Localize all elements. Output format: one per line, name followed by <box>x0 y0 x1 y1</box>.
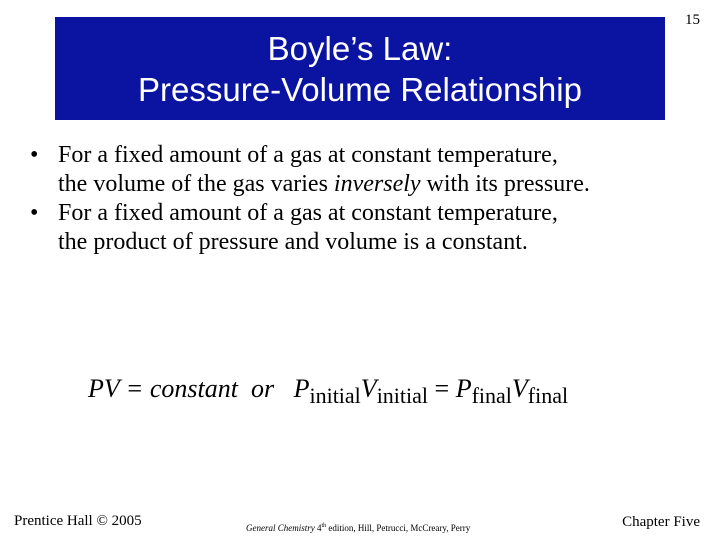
footer-book-title: General Chemistry <box>246 523 315 533</box>
footer-publisher: Prentice Hall © 2005 <box>14 513 142 529</box>
bullet-text-line <box>58 170 700 199</box>
equation-p-initial: P <box>293 374 310 403</box>
equation-p-final: P <box>455 374 472 403</box>
equation-subscript-final: final <box>527 383 569 408</box>
equation-subscript-initial: initial <box>376 383 429 408</box>
bullet-text-segment: the volume of the gas varies <box>58 171 334 197</box>
emphasis-inversely: inversely <box>333 171 421 197</box>
slide-title-line-2: Pressure-Volume Relationship <box>138 70 582 108</box>
equation-subscript-final: final <box>471 383 512 408</box>
equation-left-side: PV = constant <box>88 374 238 403</box>
footer-authors: edition, Hill, Petrucci, McCreary, Perry <box>326 523 471 533</box>
equation-connector: or <box>250 374 275 403</box>
slide-title-line-1: Boyle’s Law: <box>267 29 453 67</box>
equation-v-final: V <box>511 374 528 403</box>
bullet-text-line: For a fixed amount of a gas at constant temperature, <box>58 200 558 226</box>
equation-v-initial: V <box>360 374 377 403</box>
footer-citation <box>246 523 470 533</box>
bullet-item-product <box>30 199 700 257</box>
boyles-law-equation <box>88 369 568 416</box>
page-number: 15 <box>685 12 700 28</box>
bullet-text-line: For a fixed amount of a gas at constant temperature, <box>58 142 558 168</box>
equation-subscript-initial: initial <box>309 383 361 408</box>
bullet-list <box>30 141 700 257</box>
bullet-icon: • <box>30 142 39 168</box>
footer-edition-suffix: th <box>321 523 327 529</box>
equation-equals: = <box>434 374 450 403</box>
bullet-text-line: the product of pressure and volume is a constant. <box>58 229 528 255</box>
bullet-icon: • <box>30 200 39 226</box>
bullet-item-inverse <box>30 141 700 199</box>
slide-title-box <box>55 17 665 120</box>
footer-chapter: Chapter Five <box>622 514 700 530</box>
bullet-text-segment: with its pressure. <box>420 171 590 197</box>
footer-edition-number: 4 <box>314 523 322 533</box>
